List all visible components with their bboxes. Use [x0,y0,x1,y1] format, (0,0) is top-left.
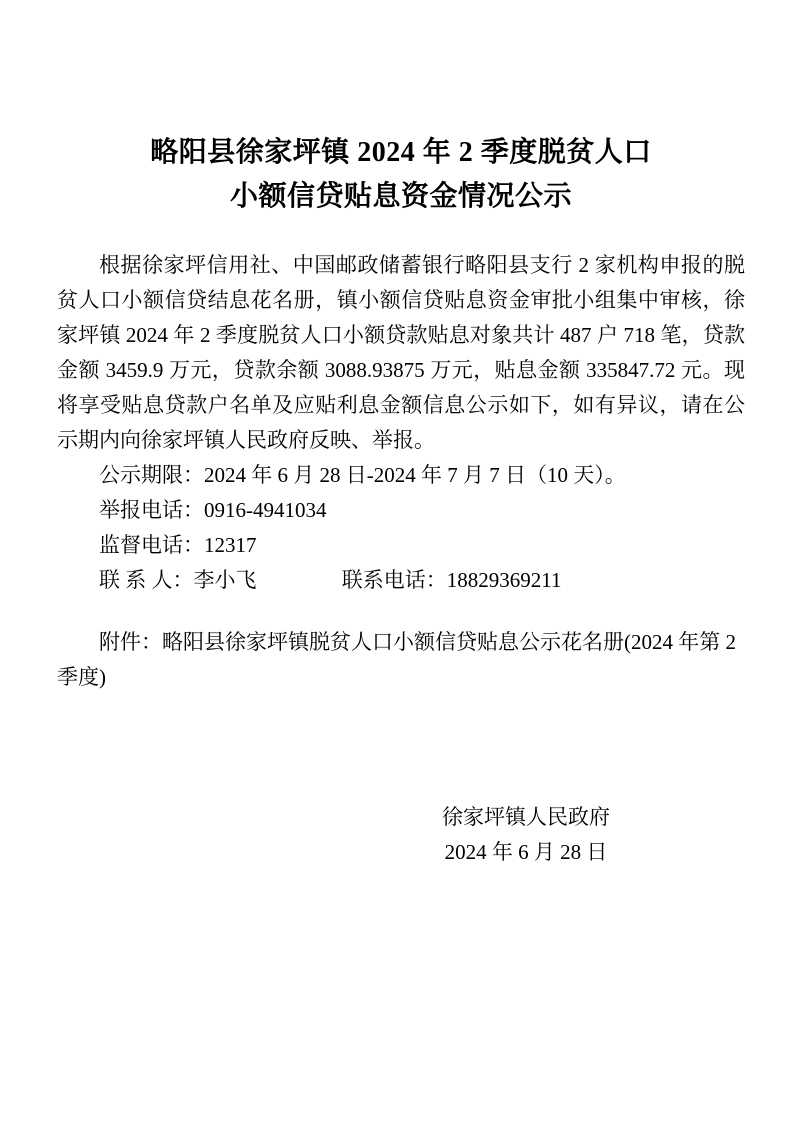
report-phone-line: 举报电话：0916-4941034 [99,498,327,522]
signature-block [442,800,610,870]
page-title-line1: 略阳县徐家坪镇 2024 年 2 季度脱贫人口 [150,137,652,168]
notice-body-paragraph: 根据徐家坪信用社、中国邮政储蓄银行略阳县支行 2 家机构申报的脱贫人口小额信贷结息花名册，镇小额信贷贴息资金审批小组集中审核，徐家坪镇 2024 年 2 季度脱贫人口小额贷款贴息对象共计 487 户 718 笔，贷款金额 3459.9 万元，贷款余额 3088.93875 万元，贴息金额 335847.72 元。现将享受贴息贷款户名单及应贴利息金额信息公示如下，如有异议，请在公示期内向徐家坪镇人民政府反映、举报。 [57,253,745,452]
signature-issuer: 徐家坪镇人民政府 [442,805,610,829]
contact-phone: 联系电话：18829369211 [341,568,562,592]
page-title-line2: 小额信贷贴息资金情况公示 [229,181,572,212]
publicity-period-line: 公示期限：2024 年 6 月 28 日-2024 年 7 月 7 日（10 天）。 [99,463,626,487]
supervision-phone-line: 监督电话：12317 [99,533,257,557]
contact-person: 联 系 人：李小飞 [99,568,257,592]
attachment-line: 附件：略阳县徐家坪镇脱贫人口小额信贷贴息公示花名册(2024 年第 2 季度) [57,630,736,689]
contact-line [57,563,745,598]
signature-date: 2024 年 6 月 28 日 [444,840,608,864]
page-title [57,131,745,219]
